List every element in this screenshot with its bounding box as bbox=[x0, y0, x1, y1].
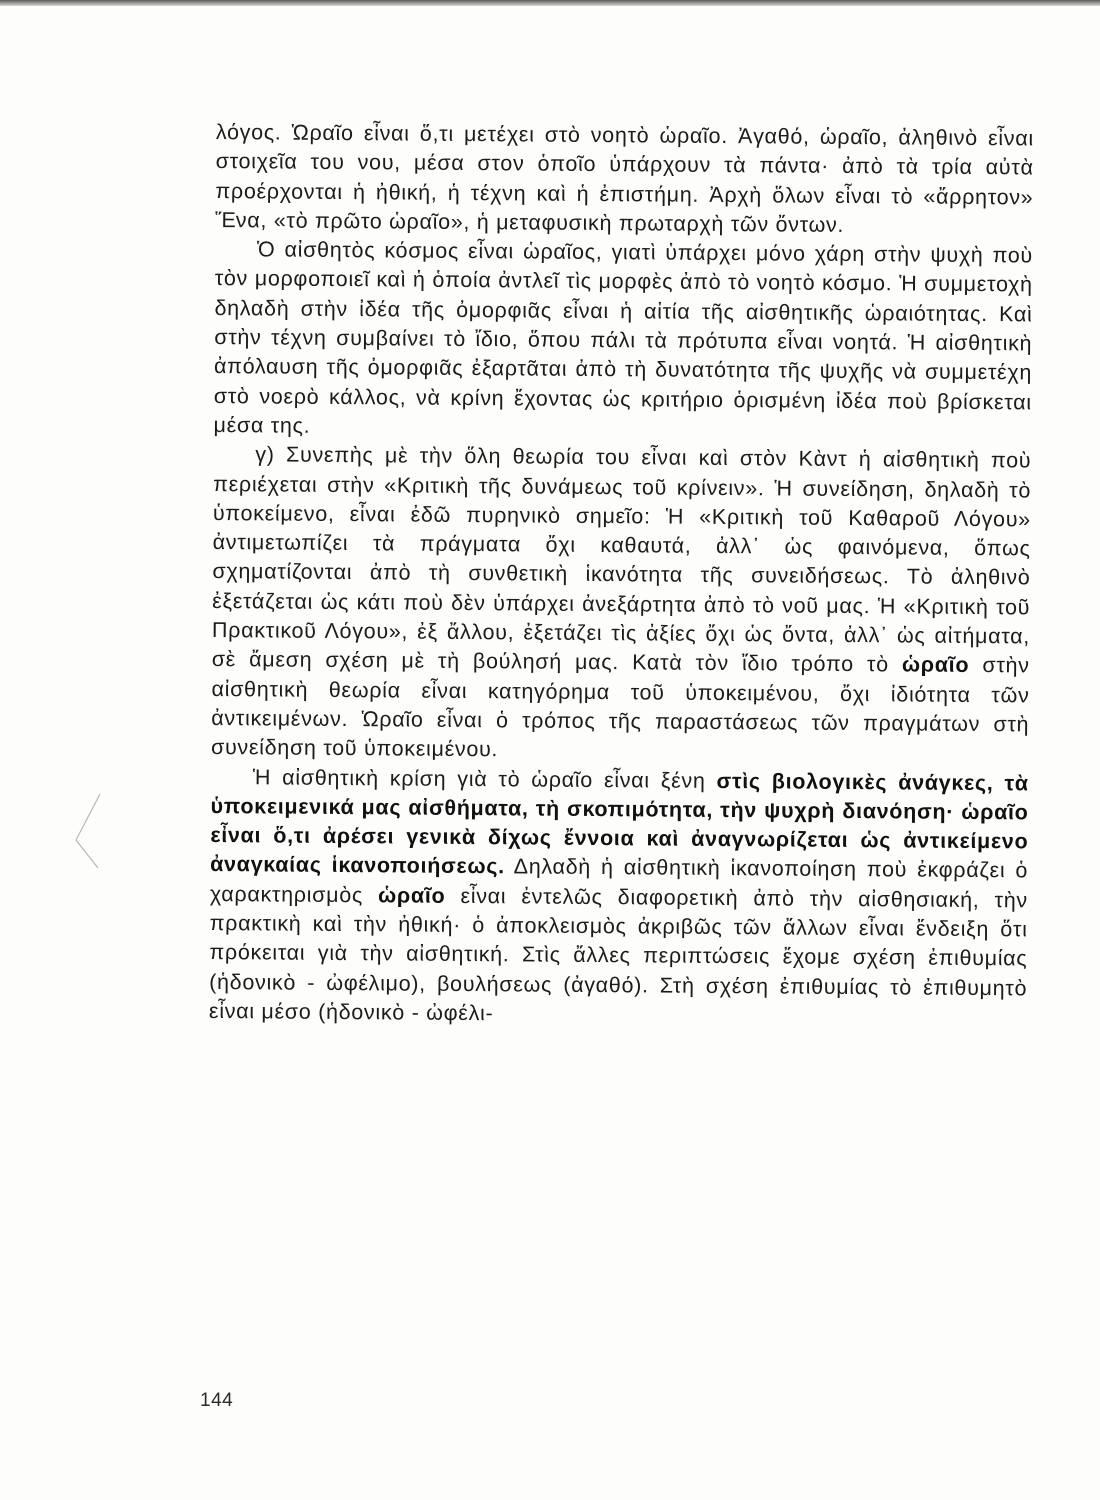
scan-top-edge bbox=[0, 0, 1100, 6]
paragraph-3-text-after: στὴν αἰσθητικὴ θεωρία εἶναι κατηγόρημα τοῦ ὑποκειμένου, ὄχι ἰδιότητα τῶν ἀντικειμένων. Ὡραῖο εἶναι ὁ τρόπος τῆς παραστάσεως τῶν πραγμάτων στὴ συνείδηση τοῦ ὑποκειμένου. bbox=[210, 653, 1030, 762]
body-text bbox=[209, 118, 1034, 1033]
paragraph-1 bbox=[215, 118, 1034, 242]
pencil-margin-mark bbox=[72, 790, 102, 870]
paragraph-2 bbox=[213, 235, 1033, 446]
paragraph-1-text: λόγος. Ὡραῖο εἶναι ὅ,τι μετέχει στὸ νοητὸ ὡραῖο. Ἀγαθό, ὡραῖο, ἀληθινὸ εἶναι στοιχεῖα του νου, μέσα στον ὁποῖο ὑπάρχουν τὰ πάντα· ἀπὸ τὰ τρία αὐτὰ προέρχονται ἡ ἠθική, ἡ τέχνη καὶ ἡ ἐπιστήμη. Ἀρχὴ ὅλων εἶναι τὸ «ἄρρητον» Ἕνα, «τὸ πρῶτο ὡραῖο», ἡ μεταφυσικὴ πρωταρχὴ τῶν ὄντων. bbox=[215, 119, 1034, 237]
paragraph-4-bold-span: στὶς βιολογικὲς ἀνάγκες, τὰ ὑποκειμενικά μας αἰσθήματα, τὴ σκοπιμότητα, τὴν ψυχρὴ διανόηση· ὡραῖο εἶναι ὅ,τι ἀρέσει γενικὰ δίχως ἔννοια καὶ ἀναγνωρίζεται ὡς ἀντικείμενο ἀναγκαίας ἱκανοποιήσεως. bbox=[210, 768, 1029, 879]
paragraph-2-text: Ὁ αἰσθητὸς κόσμος εἶναι ὡραῖος, γιατὶ ὑπάρχει μόνο χάρη στὴν ψυχὴ ποὺ τὸν μορφοποιεῖ καὶ ἡ ὁποία ἀντλεῖ τὶς μορφὲς ἀπὸ τὸ νοητὸ κόσμο. Ἡ συμμετοχὴ δηλαδὴ στὴν ἰδέα τῆς ὀμορφιᾶς εἶναι ἡ αἰτία τῆς αἰσθητικῆς ὡραιότητας. Καὶ στὴν τέχνη συμβαίνει τὸ ἴδιο, ὅπου πάλι τὰ πρότυπα εἶναι νοητά. Ἡ αἰσθητικὴ ἀπόλαυση τῆς ὀμορφιᾶς ἐξαρτᾶται ἀπὸ τὴ δυνατότητα τῆς ψυχῆς νὰ συμμετέχη στὸ νοερὸ κάλλος, νὰ κρίνη ἔχοντας ὡς κριτήριο ὁρισμένη ἰδέα ποὺ βρίσκεται μέσα της. bbox=[213, 237, 1034, 438]
paragraph-3 bbox=[211, 440, 1032, 769]
page-number: 144 bbox=[200, 1390, 234, 1411]
paragraph-3-text: γ) Συνεπὴς μὲ τὴν ὅλη θεωρία του εἶναι καὶ στὸν Κὰντ ἡ αἰσθητικὴ ποὺ περιέχεται στὴν «Κριτικὴ τῆς δυνάμεως τοῦ κρίνειν». Ἡ συνείδηση, δηλαδὴ τὸ ὑποκείμενο, εἶναι ἐδῶ πυρηνικὸ σημεῖο: Ἡ «Κριτικὴ τοῦ Καθαροῦ Λόγου» ἀντιμετωπίζει τὰ πράγματα ὄχι καθαυτά, ἀλλ᾿ ὡς φαινόμενα, ὅπως σχηματίζονται ἀπὸ τὴ συνθετικὴ ἱκανότητα τῆς συνειδήσεως. Τὸ ἀληθινὸ ἐξετάζεται ὡς κάτι ποὺ δὲν ὑπάρχει ἀνεξάρτητα ἀπὸ τὸ νοῦ μας. Ἡ «Κριτικὴ τοῦ Πρακτικοῦ Λόγου», ἐξ ἄλλου, ἐξετάζει τὶς ἀξίες ὄχι ὡς ὄντα, ἀλλ᾿ ὡς αἰτήματα, σὲ ἄμεση σχέση μὲ τὴ βούλησή μας. Κατὰ τὸν ἴδιο τρόπο τὸ bbox=[211, 442, 1032, 677]
paragraph-4-bold-term: ὡραῖο bbox=[378, 883, 446, 908]
paragraph-4-lead: Ἡ αἰσθητικὴ κρίση γιὰ τὸ ὡραῖο εἶναι ξένη bbox=[252, 764, 706, 793]
paragraph-3-bold-term: ὡραῖο bbox=[901, 652, 970, 678]
paragraph-4 bbox=[209, 763, 1029, 1033]
paragraph-4-tail: εἶναι ἐντελῶς διαφορετικὴ ἀπὸ τὴν αἰσθησιακή, τὴν πρακτικὴ καὶ τὴν ἠθική· ὁ ἀποκλεισμὸς ἀκριβῶς τῶν ἄλλων εἶναι ἔνδειξη ὅτι πρόκειται γιὰ τὴν αἰσθητική. Στὶς ἄλλες περιπτώσεις ἔχομε σχέση ἐπιθυμίας (ἡδονικὸ - ὠφέλιμο), βουλήσεως (ἀγαθό). Στὴ σχέση ἐπιθυμίας τὸ ἐπιθυμητὸ εἶναι μέσο (ἡδονικὸ - ὠφέλι- bbox=[208, 883, 1028, 1026]
paragraph-4-middle: Δηλαδὴ ἡ αἰσθητικὴ ἱκανοποίηση ποὺ ἐκφράζει ὁ χαρακτηρισμὸς bbox=[209, 854, 1029, 907]
